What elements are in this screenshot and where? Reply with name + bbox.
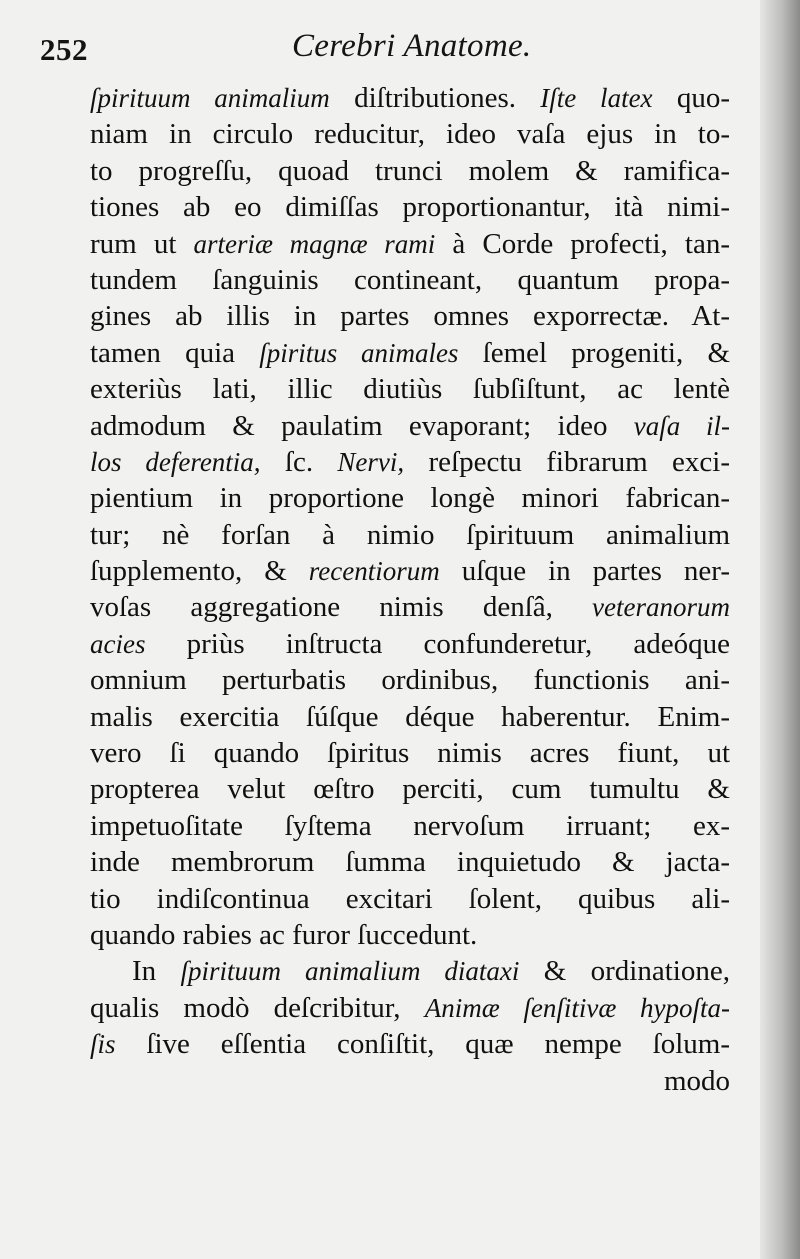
roman-text: à Corde profecti, tan- xyxy=(435,227,730,260)
text-line xyxy=(90,116,730,152)
roman-text: ſive eſſentia conſiſtit, quæ nempe ſolum- xyxy=(115,1028,730,1061)
italic-text: los deferentia, xyxy=(90,446,261,477)
roman-text: quo- xyxy=(652,82,730,114)
italic-text: ſpirituum animalium diataxi xyxy=(180,956,520,987)
roman-text: qualis modò deſcribitur, xyxy=(90,991,425,1024)
roman-text: tiones ab eo dimiſſas proportionantur, ità nimi- xyxy=(90,191,730,224)
text-line xyxy=(90,153,730,189)
running-title: Cerebri Anatome. xyxy=(292,28,532,64)
roman-text: propterea velut œſtro perciti, cum tumultu & xyxy=(90,773,730,806)
roman-text: In xyxy=(132,955,181,988)
text-line xyxy=(90,298,730,334)
text-line xyxy=(90,553,730,589)
roman-text: vero ſi quando ſpiritus nimis acres fiunt, ut xyxy=(90,737,730,770)
roman-text: to progreſſu, quoad trunci molem & ramifica- xyxy=(90,154,730,187)
roman-text: malis exercitia ſúſque déque haberentur. Enim- xyxy=(90,700,730,733)
roman-text: tamen quia xyxy=(90,336,260,369)
roman-text: admodum & paulatim evaporant; ideo xyxy=(90,409,634,442)
page-number: 252 xyxy=(40,32,88,67)
body-text xyxy=(90,80,730,1099)
roman-text: & ordinatione, xyxy=(519,955,730,988)
roman-text: inde membrorum ſumma inquietudo & jacta- xyxy=(90,846,730,879)
text-line xyxy=(90,80,730,116)
italic-text: Nervi, xyxy=(337,446,405,477)
italic-text: ſpiritus animales xyxy=(259,337,459,368)
italic-text: Animæ ſenſitivæ hypoſta- xyxy=(424,992,730,1023)
text-line xyxy=(90,189,730,225)
roman-text: pientium in proportione longè minori fabrican- xyxy=(90,482,730,515)
text-line xyxy=(90,626,730,662)
catchword xyxy=(90,1063,730,1099)
roman-text: gines ab illis in partes omnes exporrectæ. At- xyxy=(90,300,730,333)
italic-text: veteranorum xyxy=(592,592,730,623)
text-line xyxy=(90,699,730,735)
italic-text: ſis xyxy=(90,1029,116,1060)
roman-text: ſc. xyxy=(260,445,338,478)
roman-text: rum ut xyxy=(90,227,194,260)
page-header xyxy=(40,28,740,72)
text-line xyxy=(90,335,730,371)
roman-text: voſas aggregatione nimis denſâ, xyxy=(90,591,593,624)
text-line xyxy=(90,262,730,298)
roman-text: reſpectu fibrarum exci- xyxy=(404,445,730,478)
roman-text: uſque in partes ner- xyxy=(439,555,730,588)
text-line xyxy=(90,662,730,698)
text-line xyxy=(90,844,730,880)
italic-text: acies xyxy=(90,628,146,659)
roman-text: omnium perturbatis ordinibus, functionis ani- xyxy=(90,664,730,697)
roman-text: diſtributiones. xyxy=(329,82,541,114)
text-line xyxy=(90,517,730,553)
roman-text: tur; nè forſan à nimio ſpirituum animalium xyxy=(90,518,730,551)
text-line xyxy=(90,226,730,262)
roman-text: quando rabies ac furor ſuccedunt. xyxy=(90,918,478,951)
text-line xyxy=(90,371,730,407)
roman-text: exteriùs lati, illic diutiùs ſubſiſtunt, ac lentè xyxy=(90,373,730,406)
roman-text: modo xyxy=(663,1064,730,1097)
text-line xyxy=(90,444,730,480)
italic-text: arteriæ magnæ rami xyxy=(193,228,436,259)
text-line xyxy=(90,589,730,625)
text-line xyxy=(90,771,730,807)
roman-text: tio indiſcontinua excitari ſolent, quibus ali- xyxy=(90,882,730,915)
page-gutter-shadow xyxy=(760,0,800,1259)
text-line xyxy=(90,990,730,1026)
roman-text: ſupplemento, & xyxy=(90,555,309,588)
italic-text: vaſa il- xyxy=(633,410,730,441)
text-line xyxy=(90,1026,730,1062)
roman-text: ſemel progeniti, & xyxy=(458,336,731,369)
roman-text: priùs inſtructa confunderetur, adeóque xyxy=(145,627,730,660)
text-line xyxy=(90,735,730,771)
roman-text: impetuoſitate ſyſtema nervoſum irruant; ex- xyxy=(90,809,730,842)
roman-text: niam in circulo reducitur, ideo vaſa ejus in to- xyxy=(90,118,730,151)
italic-text: ſpirituum animalium xyxy=(90,83,330,113)
text-line xyxy=(90,808,730,844)
text-line xyxy=(90,480,730,516)
italic-text: Iſte latex xyxy=(540,83,653,113)
italic-text: recentiorum xyxy=(308,556,440,587)
text-line xyxy=(90,917,730,953)
roman-text: tundem ſanguinis contineant, quantum propa- xyxy=(90,263,730,296)
text-line xyxy=(90,408,730,444)
text-line xyxy=(90,881,730,917)
text-line xyxy=(90,953,730,989)
